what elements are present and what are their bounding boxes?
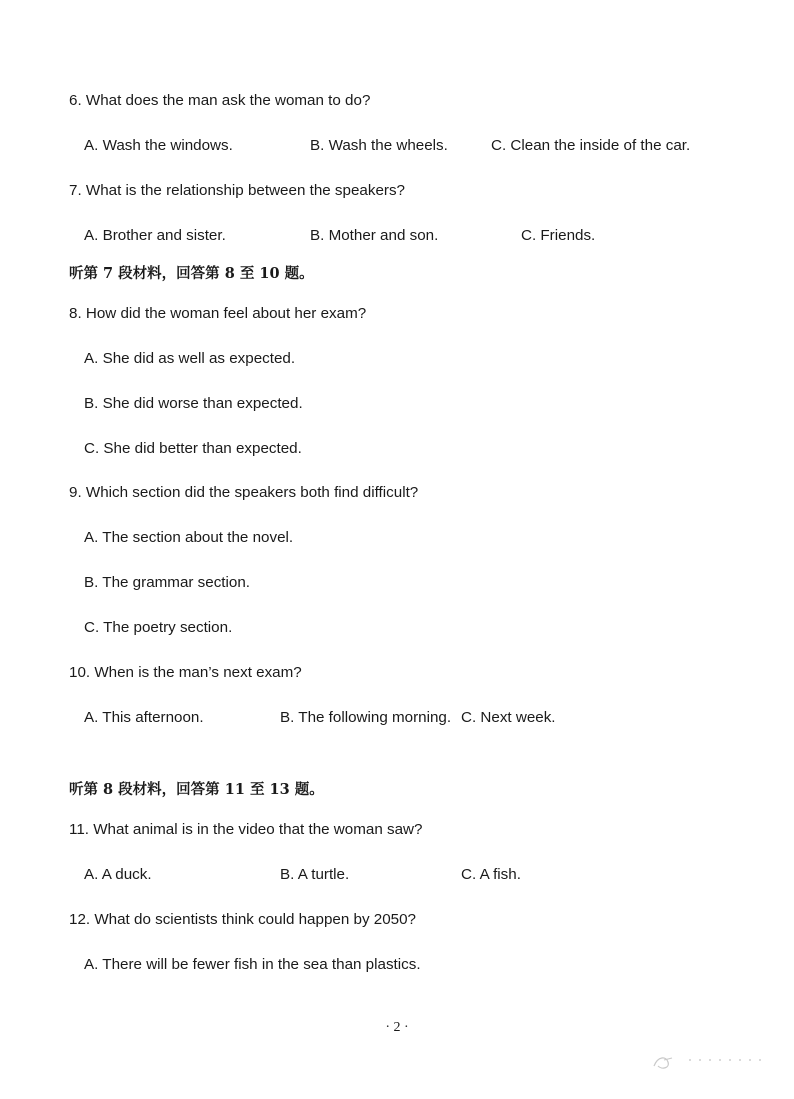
question-6-option-b: B. Wash the wheels. bbox=[310, 137, 448, 154]
question-9-option-a: A. The section about the novel. bbox=[84, 529, 294, 546]
watermark-logo-icon bbox=[650, 1050, 770, 1074]
page-number: · 2 · bbox=[385, 1020, 409, 1035]
question-11-option-a: A. A duck. bbox=[84, 866, 152, 883]
question-9-option-b: B. The grammar section. bbox=[84, 574, 251, 591]
question-7-option-b: B. Mother and son. bbox=[310, 227, 439, 244]
question-10-option-b: B. The following morning. bbox=[280, 709, 452, 726]
question-12-stem: 12. What do scientists think could happen by 2050? bbox=[69, 911, 417, 928]
question-6-option-a: A. Wash the windows. bbox=[84, 137, 233, 154]
question-7-stem: 7. What is the relationship between the speakers? bbox=[69, 182, 406, 199]
question-9-option-c: C. The poetry section. bbox=[84, 619, 233, 636]
question-12-option-a: A. There will be fewer fish in the sea than plastics. bbox=[84, 956, 421, 973]
question-8-option-c: C. She did better than expected. bbox=[84, 440, 302, 457]
question-8-option-a: A. She did as well as expected. bbox=[84, 350, 296, 367]
question-6-stem: 6. What does the man ask the woman to do? bbox=[69, 92, 371, 109]
question-6-option-c: C. Clean the inside of the car. bbox=[491, 137, 691, 154]
question-8-stem: 8. How did the woman feel about her exam? bbox=[69, 305, 367, 322]
question-7-option-a: A. Brother and sister. bbox=[84, 227, 226, 244]
question-8-option-b: B. She did worse than expected. bbox=[84, 395, 303, 412]
question-11-option-c: C. A fish. bbox=[461, 866, 521, 883]
section-7-heading: 听第 7 段材料，回答第 8 至 10 题。 bbox=[69, 265, 314, 282]
question-11-stem: 11. What animal is in the video that the woman saw? bbox=[69, 821, 423, 838]
question-7-option-c: C. Friends. bbox=[521, 227, 596, 244]
section-8-heading: 听第 8 段材料，回答第 11 至 13 题。 bbox=[69, 781, 324, 798]
question-11-option-b: B. A turtle. bbox=[280, 866, 350, 883]
question-10-option-a: A. This afternoon. bbox=[84, 709, 204, 726]
question-9-stem: 9. Which section did the speakers both find difficult? bbox=[69, 484, 419, 501]
question-10-stem: 10. When is the man’s next exam? bbox=[69, 664, 302, 681]
question-10-option-c: C. Next week. bbox=[461, 709, 556, 726]
